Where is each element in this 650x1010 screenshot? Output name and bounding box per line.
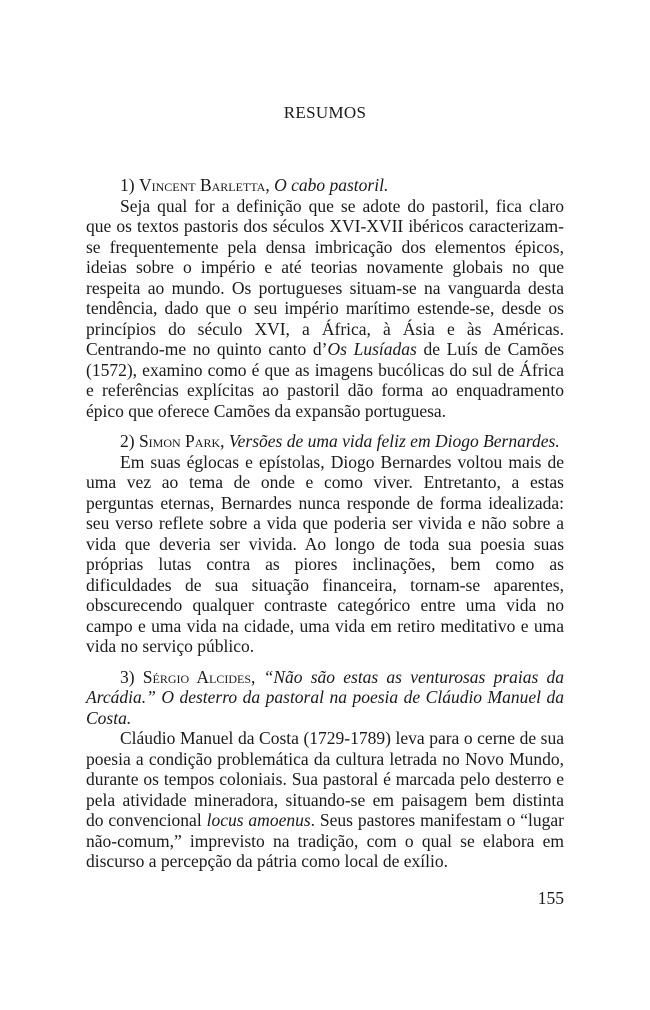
abstract-number: 3) bbox=[120, 666, 135, 687]
abstract-body-text: . Seus pastores manifestam o “lugar não-comum,” imprevisto na tradição, com o qual se elabora em discurso a percepção da pátria como local de exílio. bbox=[86, 810, 565, 871]
abstract-body bbox=[86, 196, 564, 422]
abstract-author: Sérgio Alcides, bbox=[142, 666, 256, 687]
abstract-number: 2) bbox=[120, 431, 135, 451]
abstract-title-line bbox=[86, 667, 564, 729]
page-number: 155 bbox=[537, 888, 564, 908]
abstract-title-line bbox=[86, 175, 564, 196]
abstract-author: Vincent Barletta, bbox=[138, 175, 270, 195]
abstracts-section bbox=[86, 175, 564, 882]
abstract-body-italic: locus amoenus bbox=[206, 810, 311, 830]
abstract-author: Simon Park, bbox=[138, 431, 225, 451]
abstract-body-italic: Os Lusíadas bbox=[327, 339, 417, 359]
abstract-body-text: Em suas églocas e epístolas, Diogo Bernardes voltou mais de uma vez ao tema de onde e como viver. Entretanto, a estas perguntas eternas, Bernardes nunca responde de forma idealizada: seu verso reflete sobre a vida que poderia ser vivida e não sobre a vida que deveria ser vivida. Ao longo de toda sua poesia suas próprias lutas contra as piores inclinações, bem como as dificuldades de sua situação financeira, tornam-se aparentes, obscurecendo qualquer contraste categórico entre uma vida no campo e uma vida na cidade, uma vida em retiro meditativo e uma vida no serviço público. bbox=[86, 451, 564, 656]
abstract-body-text: Cláudio Manuel da Costa (1729-1789) leva para o cerne de sua poesia a condição problemática da cultura letrada no Novo Mundo, durante os tempos coloniais. Sua pastoral é marcada pelo desterro e pela atividade mineradora, situando-se em paisagem bem distinta do convencional bbox=[86, 728, 564, 830]
abstract-number: 1) bbox=[120, 175, 135, 195]
abstract-item bbox=[86, 431, 564, 657]
abstract-body-text: Seja qual for a definição que se adote do pastoril, fica claro que os textos pastoris dos séculos XVI-XVII ibéricos caracterizam-se frequentemente pela densa imbricação dos elementos épicos, ideias sobre o império e até teorias novamente globais no que respeita ao mundo. Os portugueses situam-se na vanguarda desta tendência, dado que o seu império marítimo estende-se, desde os princípios do século XVI, a África, à Ásia e às Américas. Centrando-me no quinto canto d’ bbox=[86, 195, 564, 359]
abstract-body bbox=[86, 452, 564, 657]
abstract-body-text: de Luís de Camões (1572), examino como é que as imagens bucólicas do sul de África e referências explícitas ao pastoril dão forma ao enquadramento épico que oferece Camões da expansão portuguesa. bbox=[86, 339, 564, 421]
abstract-item bbox=[86, 175, 564, 421]
book-page bbox=[86, 0, 564, 1010]
page-header: RESUMOS bbox=[283, 103, 367, 122]
abstract-body bbox=[86, 728, 564, 872]
abstract-work-title: Versões de uma vida feliz em Diogo Bernardes. bbox=[228, 431, 560, 451]
abstract-item bbox=[86, 667, 564, 872]
abstract-work-title: “Não são estas as venturosas praias da Arcádia.” O desterro da pastoral na poesia de Cláudio Manuel da Costa. bbox=[86, 666, 564, 728]
abstract-title-line bbox=[86, 431, 564, 452]
abstract-work-title: O cabo pastoril. bbox=[274, 175, 389, 195]
